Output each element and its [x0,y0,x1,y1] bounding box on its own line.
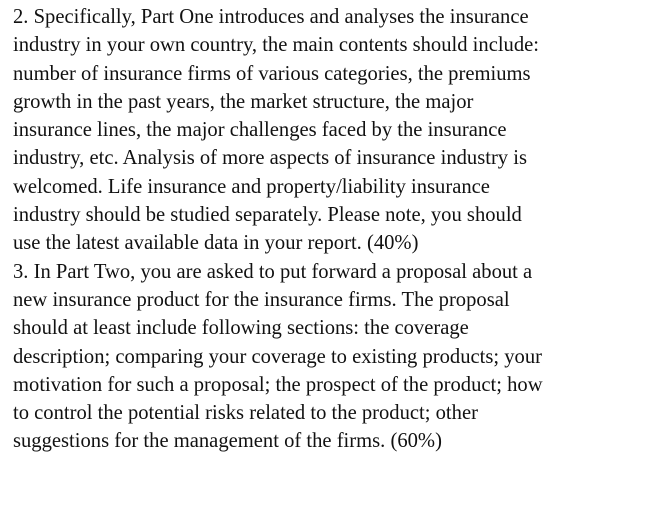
text-line: industry should be studied separately. Please note, you should [13,204,522,227]
text-line: 3. In Part Two, you are asked to put forward a proposal about a [13,260,533,283]
text-line: motivation for such a proposal; the prospect of the product; how [13,373,543,396]
text-line: use the latest available data in your report. (40%) [13,232,419,255]
text-line: growth in the past years, the market structure, the major [13,90,474,113]
text-line: description; comparing your coverage to existing products; your [13,345,543,368]
document-body [13,3,649,456]
text-line: industry in your own country, the main contents should include: [13,34,540,57]
text-line: insurance lines, the major challenges faced by the insurance [13,119,507,142]
paragraph-part-two [13,258,649,456]
paragraph-part-one [13,3,649,258]
text-line: new insurance product for the insurance firms. The proposal [13,288,510,311]
text-line: suggestions for the management of the firms. (60%) [13,430,442,453]
text-line: to control the potential risks related to the product; other [13,402,478,425]
text-line: industry, etc. Analysis of more aspects of insurance industry is [13,147,527,170]
text-line: number of insurance firms of various categories, the premiums [13,62,531,85]
text-line: 2. Specifically, Part One introduces and analyses the insurance [13,6,529,28]
text-line: welcomed. Life insurance and property/liability insurance [13,175,490,198]
text-line: should at least include following sections: the coverage [13,317,469,340]
